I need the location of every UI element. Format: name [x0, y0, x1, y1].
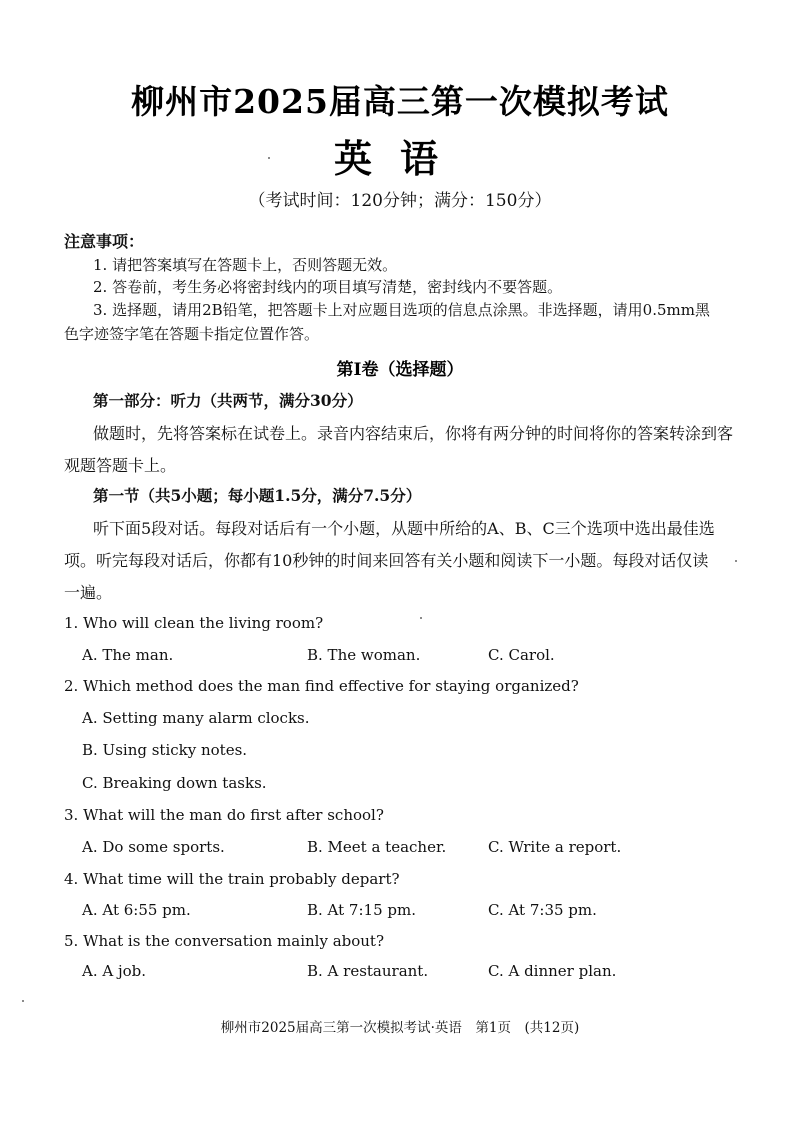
question-4-option-c: C. At 7:35 pm.: [488, 901, 597, 919]
page-footer: 柳州市2025届高三第一次模拟考试·英语 第1页 (共12页): [220, 1020, 580, 1036]
part1-heading: 第一部分：听力（共两节，满分30分）: [93, 391, 363, 410]
section1-heading: 第一节（共5小题；每小题1.5分，满分7.5分）: [93, 486, 422, 505]
question-2-option-b: B. Using sticky notes.: [82, 741, 248, 759]
exam-time-info: （考试时间：120分钟；满分：150分）: [248, 191, 552, 211]
question-1-option-a: A. The man.: [82, 646, 174, 664]
question-2-stem: 2. Which method does the man find effective for staying organized?: [64, 677, 579, 695]
question-5-stem: 5. What is the conversation mainly about?: [64, 932, 385, 950]
question-3-option-c: C. Write a report.: [488, 838, 622, 856]
question-4-stem: 4. What time will the train probably depart?: [64, 870, 400, 888]
scan-speck: [420, 617, 422, 619]
question-3-option-b: B. Meet a teacher.: [307, 838, 447, 856]
scan-speck: [735, 560, 737, 562]
question-5-option-b: B. A restaurant.: [307, 962, 429, 980]
part1-instruction: 做题时，先将答案标在试卷上。录音内容结束后，你将有两分钟的时间将你的答案转涂到客: [93, 424, 734, 443]
exam-title: 柳州市2025届高三第一次模拟考试: [131, 82, 669, 121]
question-1-option-b: B. The woman.: [307, 646, 421, 664]
section1-instruction: 项。听完每段对话后，你都有10秒钟的时间来回答有关小题和阅读下一小题。每段对话仅读: [64, 551, 709, 570]
question-4-option-b: B. At 7:15 pm.: [307, 901, 416, 919]
part1-instruction: 观题答题卡上。: [64, 456, 177, 475]
scan-speck: [268, 157, 270, 159]
question-4-option-a: A. At 6:55 pm.: [82, 901, 191, 919]
question-5-option-c: C. A dinner plan.: [488, 962, 617, 980]
question-1-stem: 1. Who will clean the living room?: [64, 614, 324, 632]
notice-item: 2. 答卷前，考生务必将密封线内的项目填写清楚，密封线内不要答题。: [93, 278, 563, 296]
notice-heading: 注意事项：: [64, 232, 145, 251]
question-2-option-c: C. Breaking down tasks.: [82, 774, 267, 792]
question-2-option-a: A. Setting many alarm clocks.: [82, 709, 310, 727]
scan-speck: [22, 1000, 24, 1002]
section1-instruction: 一遍。: [64, 583, 113, 602]
notice-item: 色字迹签字笔在答题卡指定位置作答。: [64, 325, 320, 343]
subject-title: 英语: [333, 136, 466, 181]
question-3-option-a: A. Do some sports.: [82, 838, 225, 856]
question-5-option-a: A. A job.: [82, 962, 147, 980]
question-1-option-c: C. Carol.: [488, 646, 555, 664]
section1-instruction: 听下面5段对话。每段对话后有一个小题，从题中所给的A、B、C三个选项中选出最佳选: [93, 519, 715, 538]
notice-item: 3. 选择题，请用2B铅笔，把答题卡上对应题目选项的信息点涂黑。非选择题，请用0.5mm黑: [93, 301, 710, 319]
notice-item: 1. 请把答案填写在答题卡上，否则答题无效。: [93, 256, 398, 274]
volume-title: 第Ⅰ卷（选择题）: [336, 360, 464, 380]
question-3-stem: 3. What will the man do first after school?: [64, 806, 384, 824]
